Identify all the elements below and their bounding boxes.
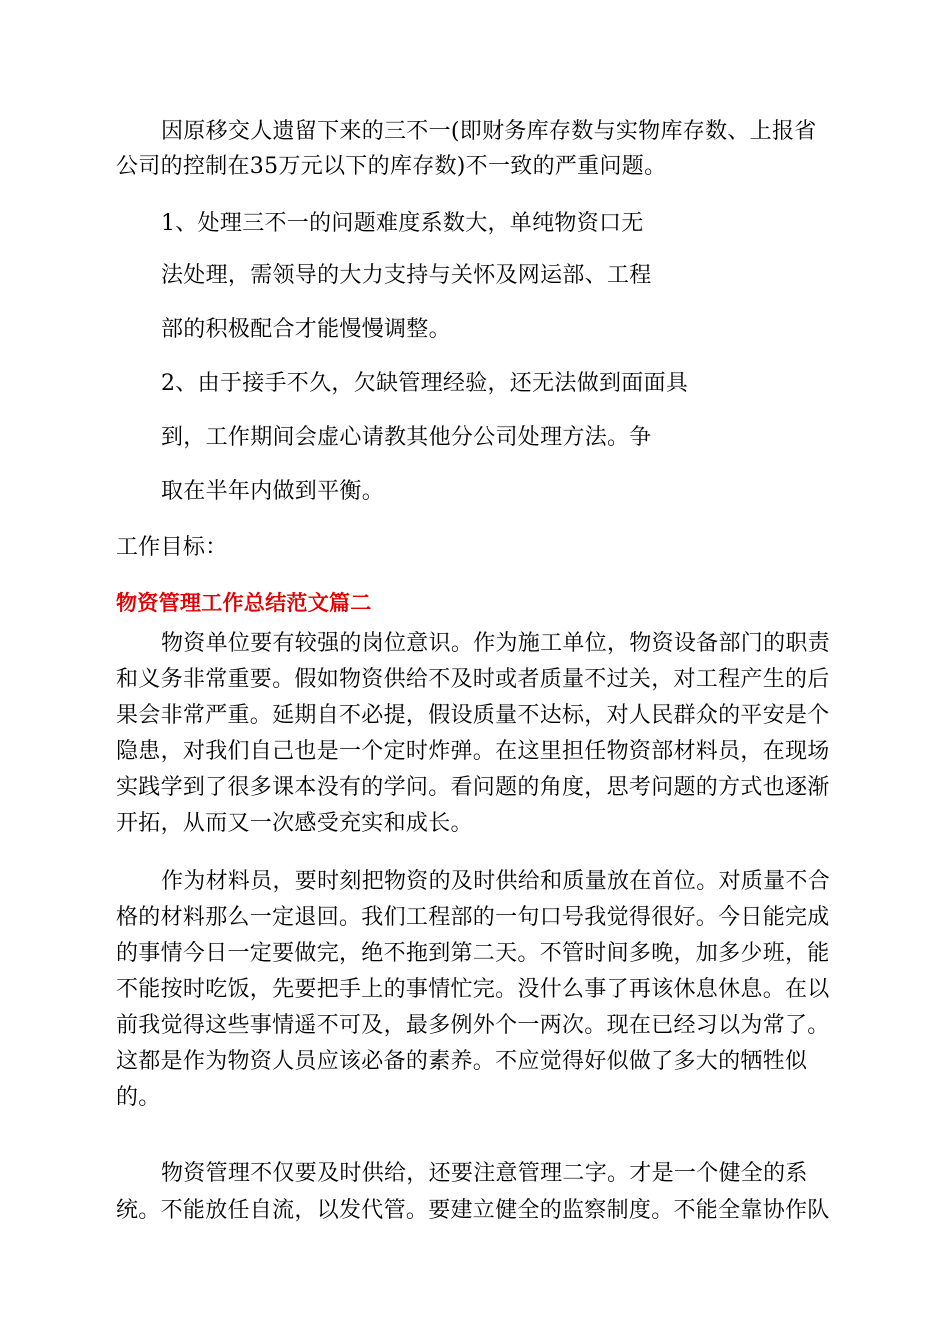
item2-line-2: 到，工作期间会虚心请教其他分公司处理方法。争 xyxy=(161,425,652,450)
para2-line: 的。 xyxy=(116,1085,161,1110)
item1-line-3: 部的积极配合才能慢慢调整。 xyxy=(161,317,451,342)
para1-line: 隐患，对我们自己也是一个定时炸弹。在这里担任物资部材料员，在现场 xyxy=(116,739,830,764)
para1-line: 实践学到了很多课本没有的学问。看问题的角度，思考问题的方式也逐渐 xyxy=(116,775,830,800)
para2-line: 作为材料员，要时刻把物资的及时供给和质量放在首位。对质量不合 xyxy=(161,869,831,894)
item1-line-1: 1、处理三不一的问题难度系数大，单纯物资口无 xyxy=(161,211,644,236)
para3-line: 物资管理不仅要及时供给，还要注意管理二字。才是一个健全的系 xyxy=(161,1161,808,1186)
para2-line: 不能按时吃饭，先要把手上的事情忙完。没什么事了再该休息休息。在以 xyxy=(116,977,830,1002)
para2-line: 的事情今日一定要做完，绝不拖到第二天。不管时间多晚，加多少班，能 xyxy=(116,941,830,966)
para2-line: 前我觉得这些事情遥不可及，最多例外个一两次。现在已经习以为常了。 xyxy=(116,1013,830,1038)
goal-label: 工作目标： xyxy=(116,535,228,560)
section-title: 物资管理工作总结范文篇二 xyxy=(116,591,372,615)
para1-line: 果会非常严重。延期自不必提，假设质量不达标，对人民群众的平安是个 xyxy=(116,703,830,728)
para2-line: 这都是作为物资人员应该必备的素养。不应觉得好似做了多大的牺牲似 xyxy=(116,1049,808,1074)
item2-line-3: 取在半年内做到平衡。 xyxy=(161,479,385,504)
intro-line-1: 因原移交人遗留下来的三不一(即财务库存数与实物库存数、上报省 xyxy=(161,119,817,144)
intro-line-2: 公司的控制在35万元以下的库存数)不一致的严重问题。 xyxy=(116,154,667,179)
para1-line: 物资单位要有较强的岗位意识。作为施工单位，物资设备部门的职责 xyxy=(161,631,831,656)
item2-line-1: 2、由于接手不久，欠缺管理经验，还无法做到面面具 xyxy=(161,371,689,396)
para3-line: 统。不能放任自流，以发代管。要建立健全的监察制度。不能全靠协作队 xyxy=(116,1198,830,1223)
para2-line: 格的材料那么一定退回。我们工程部的一句口号我觉得很好。今日能完成 xyxy=(116,905,830,930)
para1-line: 和义务非常重要。假如物资供给不及时或者质量不过关，对工程产生的后 xyxy=(116,667,830,692)
item1-line-2: 法处理，需领导的大力支持与关怀及网运部、工程 xyxy=(161,263,652,288)
para1-line: 开拓，从而又一次感受充实和成长。 xyxy=(116,811,473,836)
